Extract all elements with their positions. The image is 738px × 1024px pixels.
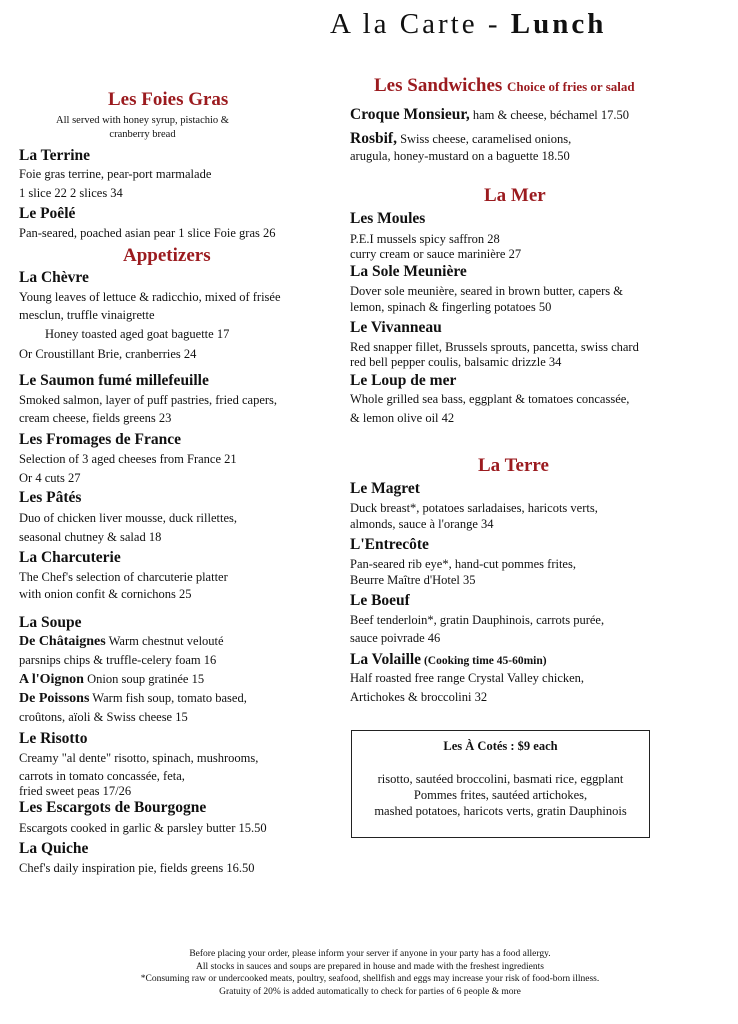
item-desc-entrecote-2: Beurre Maître d'Hotel 35	[350, 573, 476, 587]
item-desc-entrecote-1: Pan-seared rib eye*, hand-cut pommes frites,	[350, 557, 576, 571]
item-name-vivanneau: Le Vivanneau	[350, 319, 442, 336]
soupe-chataignes-name: De Châtaignes	[19, 634, 106, 649]
item-desc-risotto-2: carrots in tomato concassée, feta,	[19, 769, 185, 783]
item-croque	[350, 106, 629, 124]
section-heading-foies-gras: Les Foies Gras	[108, 89, 229, 110]
item-desc-volaille-1: Half roasted free range Crystal Valley chicken,	[350, 671, 585, 685]
item-rosbif	[350, 130, 571, 148]
page-title	[330, 8, 606, 41]
soupe-oignon-name: A l'Oignon	[19, 672, 84, 687]
item-volaille	[350, 651, 547, 669]
section-heading-terre: La Terre	[478, 455, 549, 476]
item-desc-sole-2: lemon, spinach & fingerling potatoes 50	[350, 300, 552, 314]
item-desc-croque-1: ham & cheese, béchamel 17.50	[469, 108, 630, 122]
item-name-quiche: La Quiche	[19, 840, 89, 857]
item-desc-vivanneau-2: red bell pepper coulis, balsamic drizzle 34	[350, 355, 562, 369]
item-name-escargots: Les Escargots de Bourgogne	[19, 799, 207, 816]
item-name-sole: La Sole Meunière	[350, 263, 467, 280]
soupe-oignon	[19, 670, 204, 689]
sandwiches-heading-text: Les Sandwiches	[374, 75, 503, 96]
item-name-magret: Le Magret	[350, 480, 420, 497]
item-desc-boeuf-1: Beef tenderloin*, gratin Dauphinois, carrots purée,	[350, 613, 605, 627]
foies-note-2: cranberry bread	[109, 129, 176, 140]
item-desc-loup-2: & lemon olive oil 42	[350, 411, 455, 425]
item-desc-charcuterie-1: The Chef's selection of charcuterie platter	[19, 570, 228, 584]
item-desc-poele-1: Pan-seared, poached asian pear 1 slice Foie gras 26	[19, 226, 276, 240]
item-desc-risotto-3: fried sweet peas 17/26	[19, 784, 132, 798]
item-desc-terrine-2: 1 slice 22 2 slices 34	[19, 186, 123, 200]
item-name-boeuf: Le Boeuf	[350, 592, 410, 609]
soupe-chataignes-desc-2: parsnips chips & truffle-celery foam 16	[19, 653, 217, 667]
soupe-poissons	[19, 689, 247, 708]
foies-note-1: All served with honey syrup, pistachio &	[56, 115, 229, 126]
footer-line-3: *Consuming raw or undercooked meats, poultry, seafood, shellfish and eggs may increase your risk of food-born illness.	[140, 974, 600, 984]
section-heading-appetizers: Appetizers	[123, 245, 211, 266]
item-name-volaille: La Volaille	[350, 651, 422, 668]
sides-line-1: risotto, sautéed broccolini, basmati rice, eggplant	[377, 772, 624, 786]
item-desc-moules-2: curry cream or sauce marinière 27	[350, 247, 522, 261]
item-name-terrine: La Terrine	[19, 147, 91, 164]
item-name-fromages: Les Fromages de France	[19, 431, 181, 448]
page-title-right: Lunch	[510, 8, 607, 40]
item-desc-escargots-1: Escargots cooked in garlic & parsley butter 15.50	[19, 821, 267, 835]
soupe-chataignes	[19, 632, 224, 651]
item-desc-fromages-2: Or 4 cuts 27	[19, 471, 81, 485]
item-name-poele: Le Poêlé	[19, 205, 76, 222]
page-title-left: A la Carte -	[330, 8, 501, 40]
soupe-chataignes-desc: Warm chestnut velouté	[105, 634, 224, 648]
sides-heading: Les À Cotés : $9 each	[443, 739, 558, 753]
item-desc-quiche-1: Chef's daily inspiration pie, fields greens 16.50	[19, 861, 255, 875]
item-desc-chevre-3: Honey toasted aged goat baguette 17	[45, 327, 230, 341]
item-name-rosbif: Rosbif,	[350, 130, 397, 147]
item-desc-pates-2: seasonal chutney & salad 18	[19, 530, 162, 544]
soupe-oignon-desc: Onion soup gratinée 15	[83, 672, 205, 686]
item-desc-moules-1: P.E.I mussels spicy saffron 28	[350, 232, 500, 246]
item-name-moules: Les Moules	[350, 210, 426, 227]
item-desc-loup-1: Whole grilled sea bass, eggplant & tomatoes concassée,	[350, 392, 630, 406]
soupe-poissons-name: De Poissons	[19, 691, 90, 706]
item-desc-vivanneau-1: Red snapper fillet, Brussels sprouts, pancetta, swiss chard	[350, 340, 639, 354]
item-name-pates: Les Pâtés	[19, 489, 82, 506]
item-name-soupe: La Soupe	[19, 614, 82, 631]
item-name-saumon: Le Saumon fumé millefeuille	[19, 372, 209, 389]
sandwiches-subheading: Choice of fries or salad	[507, 79, 635, 94]
sides-box	[351, 730, 650, 838]
section-heading-mer: La Mer	[484, 185, 546, 206]
sides-line-3: mashed potatoes, haricots verts, gratin Dauphinois	[374, 804, 627, 818]
item-name-risotto: Le Risotto	[19, 730, 88, 747]
footer-line-4: Gratuity of 20% is added automatically to check for parties of 6 people & more	[219, 986, 521, 997]
sides-line-2: Pommes frites, sautéed artichokes,	[413, 788, 588, 802]
item-desc-rosbif-2: arugula, honey-mustard on a baguette 18.50	[350, 149, 570, 163]
soupe-poissons-desc-2: croûtons, aïoli & Swiss cheese 15	[19, 710, 188, 724]
soupe-poissons-desc: Warm fish soup, tomato based,	[89, 691, 247, 705]
item-name-entrecote: L'Entrecôte	[350, 536, 429, 553]
footer-line-1: Before placing your order, please inform your server if anyone in your party has a food allergy.	[189, 949, 551, 959]
item-desc-charcuterie-2: with onion confit & cornichons 25	[19, 587, 192, 601]
item-desc-magret-2: almonds, sauce à l'orange 34	[350, 517, 494, 531]
item-desc-rosbif-1: Swiss cheese, caramelised onions,	[396, 132, 572, 146]
item-desc-pates-1: Duo of chicken liver mousse, duck rillettes,	[19, 511, 237, 525]
item-name-croque: Croque Monsieur,	[350, 106, 470, 123]
footer-notes	[60, 948, 680, 998]
item-desc-chevre-4: Or Croustillant Brie, cranberries 24	[19, 347, 197, 361]
section-heading-sandwiches	[374, 75, 635, 97]
item-desc-chevre-1: Young leaves of lettuce & radicchio, mixed of frisée	[19, 290, 281, 304]
item-name-chevre: La Chèvre	[19, 269, 89, 286]
item-desc-chevre-2: mesclun, truffle vinaigrette	[19, 308, 155, 322]
item-desc-terrine-1: Foie gras terrine, pear-port marmalade	[19, 167, 212, 181]
item-note-volaille: (Cooking time 45-60min)	[421, 655, 547, 667]
item-name-loup: Le Loup de mer	[350, 372, 457, 389]
item-desc-fromages-1: Selection of 3 aged cheeses from France 21	[19, 452, 237, 466]
footer-line-2: All stocks in sauces and soups are prepared in house and made with the freshest ingredients	[196, 961, 544, 972]
item-desc-volaille-2: Artichokes & broccolini 32	[350, 690, 488, 704]
item-desc-boeuf-2: sauce poivrade 46	[350, 631, 441, 645]
item-desc-sole-1: Dover sole meunière, seared in brown butter, capers &	[350, 284, 624, 298]
item-desc-saumon-1: Smoked salmon, layer of puff pastries, fried capers,	[19, 393, 278, 407]
item-desc-magret-1: Duck breast*, potatoes sarladaises, haricots verts,	[350, 501, 598, 515]
item-desc-saumon-2: cream cheese, fields greens 23	[19, 411, 172, 425]
item-name-charcuterie: La Charcuterie	[19, 549, 121, 566]
item-desc-risotto-1: Creamy "al dente" risotto, spinach, mushrooms,	[19, 751, 259, 765]
